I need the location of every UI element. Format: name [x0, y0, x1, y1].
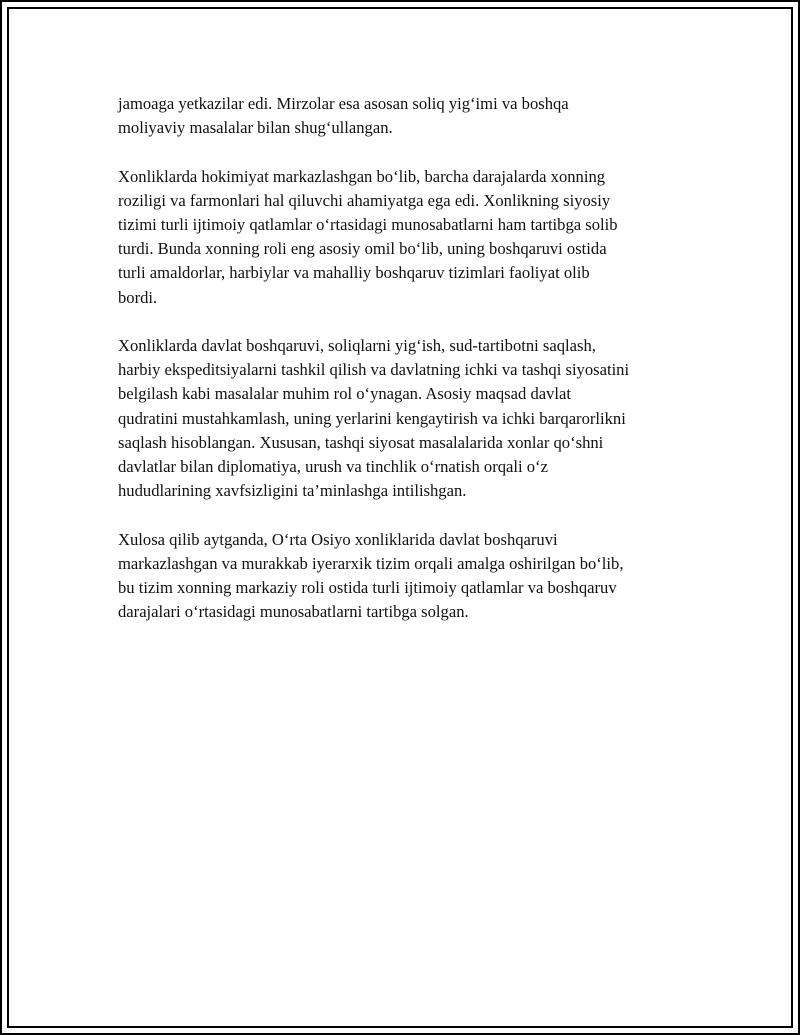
text-line: hududlarining xavfsizligini ta’minlashga intilishgan. [118, 481, 467, 501]
paragraph [118, 334, 698, 503]
text-line: roziligi va farmonlari hal qiluvchi ahamiyatga ega edi. Xonlikning siyosiy [118, 190, 611, 210]
paragraph [118, 528, 698, 625]
text-line: turli amaldorlar, harbiylar va mahalliy boshqaruv tizimlari faoliyat olib [118, 263, 590, 283]
text-line: Xonliklarda davlat boshqaruvi, soliqlarni yig‘ish, sud-tartibotni saqlash, [118, 336, 596, 355]
document-body [118, 92, 698, 649]
text-line: jamoaga yetkazilar edi. Mirzolar esa asosan soliq yig‘imi va boshqa [118, 94, 569, 113]
text-line: belgilash kabi masalalar muhim rol o‘ynagan. Asosiy maqsad davlat [118, 384, 571, 404]
paragraph [118, 165, 698, 310]
text-line: saqlash hisoblangan. Xususan, tashqi siyosat masalalarida xonlar qo‘shni [118, 432, 604, 452]
text-line: moliyaviy masalalar bilan shug‘ullangan. [118, 118, 393, 138]
text-line: turdi. Bunda xonning roli eng asosiy omil bo‘lib, uning boshqaruvi ostida [118, 239, 607, 259]
text-line: bordi. [118, 287, 158, 307]
text-line: markazlashgan va murakkab iyerarxik tizim orqali amalga oshirilgan bo‘lib, [118, 553, 624, 573]
text-line: bu tizim xonning markaziy roli ostida turli ijtimoiy qatlamlar va boshqaruv [118, 578, 617, 598]
text-line: Xulosa qilib aytganda, O‘rta Osiyo xonliklarida davlat boshqaruvi [118, 529, 558, 549]
text-line: davlatlar bilan diplomatiya, urush va tinchlik o‘rnatish orqali o‘z [118, 457, 548, 477]
text-line: darajalari o‘rtasidagi munosabatlarni tartibga solgan. [118, 602, 469, 622]
text-line: qudratini mustahkamlash, uning yerlarini kengaytirish va ichki barqarorlikni [118, 408, 626, 428]
paragraph [118, 92, 698, 140]
text-line: Xonliklarda hokimiyat markazlashgan bo‘lib, barcha darajalarda xonning [118, 166, 606, 186]
text-line: tizimi turli ijtimoiy qatlamlar o‘rtasidagi munosabatlarni ham tartibga solib [118, 215, 618, 234]
text-line: harbiy ekspeditsiyalarni tashkil qilish va davlatning ichki va tashqi siyosatini [118, 360, 630, 380]
